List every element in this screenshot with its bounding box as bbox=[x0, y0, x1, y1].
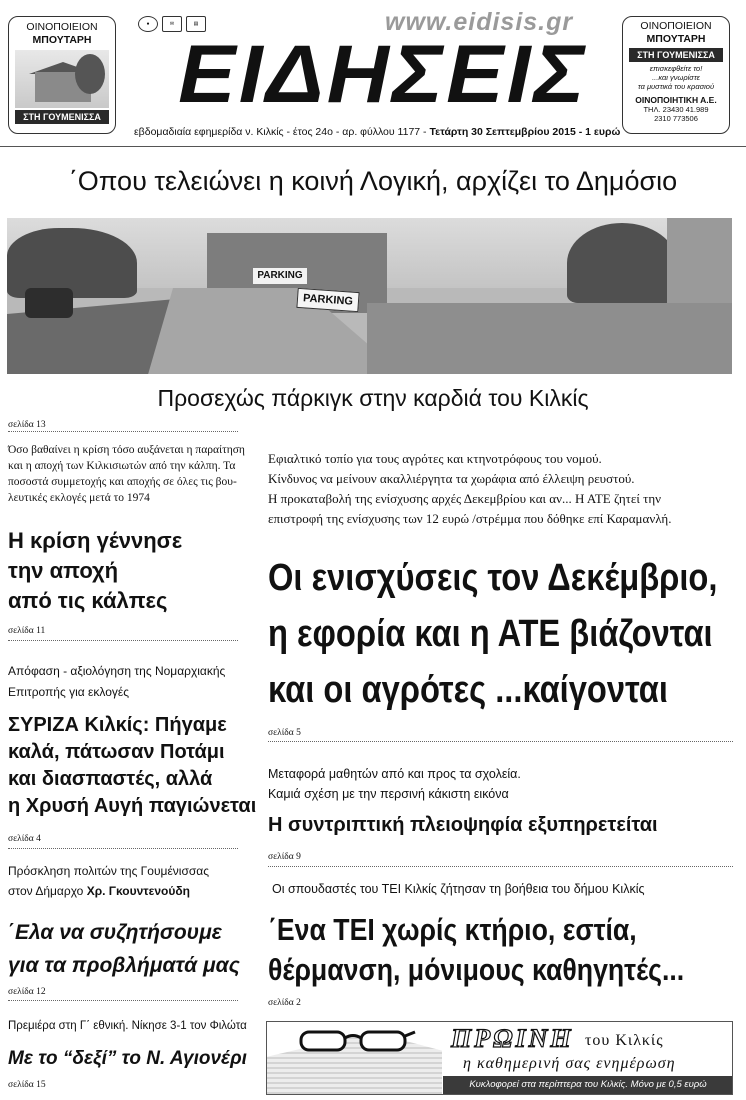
left-story-4-headline[interactable] bbox=[8, 1046, 268, 1072]
photo-caption[interactable]: Προσεχώς πάρκιγκ στην καρδιά του Κιλκίς bbox=[157, 385, 589, 411]
kicker-line: Εφιαλτικό τοπίο για τους αγρότες και κτηνοτρόφους του νομού. bbox=[268, 451, 602, 466]
promo-tagline: η καθημερινή σας ενημέρωση bbox=[463, 1055, 676, 1072]
glasses-icon bbox=[297, 1028, 417, 1054]
parking-sign-1: PARKING bbox=[253, 268, 307, 284]
headline-line: και οι αγρότες ...καίγονται bbox=[268, 669, 668, 711]
kicker-line: Επιτροπής για εκλογές bbox=[8, 685, 130, 699]
headline-line: η Χρυσή Αυγή παγιώνεται bbox=[8, 795, 257, 817]
kicker-line: Καμιά σχέση με την περσινή κάκιστη εικόνα bbox=[268, 787, 509, 801]
left-story-2-headline[interactable] bbox=[8, 712, 268, 820]
seal-icon: ● bbox=[138, 16, 158, 32]
headline-line: η εφορία και η ΑΤΕ βιάζονται bbox=[268, 613, 713, 655]
ad-winery-left[interactable] bbox=[8, 16, 116, 134]
kicker-line: Πρεμιέρα στη Γ΄ εθνική. Νίκησε 3-1 τον Φιλώτα bbox=[8, 1020, 247, 1032]
left-story-4-page: σελίδα 15 bbox=[8, 1080, 46, 1090]
ad-left-line2: ΜΠΟΥΤΑΡΗ bbox=[32, 34, 92, 46]
hero-divider bbox=[8, 431, 238, 432]
kicker-line: Μεταφορά μαθητών από και προς τα σχολεία. bbox=[268, 767, 521, 781]
kicker-line: επιστροφή της ενίσχυσης των 12 ευρώ /στρέμμα που δόθηκε επί Καραμανλή. bbox=[268, 511, 672, 526]
issue-info: εβδομαδιαία εφημερίδα ν. Κιλκίς - έτος 24ο - αρ. φύλλου 1177 - bbox=[134, 126, 430, 138]
parking-lot-photo bbox=[7, 218, 732, 374]
headline-line: την αποχή bbox=[8, 558, 119, 583]
ad-right-line1: ΟΙΝΟΠΟΙΕΙΟΝ bbox=[640, 20, 712, 32]
right-story-1-page: σελίδα 5 bbox=[268, 728, 301, 738]
ad-winery-right[interactable] bbox=[622, 16, 730, 134]
divider bbox=[8, 848, 238, 849]
mayor-name: Χρ. Γκουντενούδη bbox=[86, 884, 190, 898]
kicker-line: Απόφαση - αξιολόγηση της Νομαρχιακής bbox=[8, 664, 226, 678]
divider bbox=[8, 1000, 238, 1001]
left-story-2-page: σελίδα 4 bbox=[8, 834, 41, 844]
ad-right-phone2: 2310 773506 bbox=[654, 114, 698, 123]
kicker-line: Όσο βαθαίνει η κρίση τόσο αυξάνεται η παραίτηση bbox=[8, 444, 245, 456]
masthead-subline bbox=[134, 126, 620, 138]
headline-line: για τα προβλήματά μας bbox=[8, 954, 240, 977]
headline-line: Η συντριπτική πλειοψηφία εξυπηρετείται bbox=[268, 814, 658, 836]
ad-left-band: ΣΤΗ ΓΟΥΜΕΝΙΣΣΑ bbox=[15, 110, 109, 124]
kicker-line: ποσοστά συμμετοχής και αποχής σε όλες τις βου- bbox=[8, 476, 237, 488]
headline-line: Η κρίση γέννησε bbox=[8, 528, 183, 553]
ad-right-slogan3: τα μυστικά του κρασιού bbox=[637, 82, 715, 91]
kicker-line: Κίνδυνος να μείνουν ακαλλιέργητα τα χωράφια από έλλειψη ρευστού. bbox=[268, 471, 635, 486]
headline-line: ΄Ενα ΤΕΙ χωρίς κτήριο, εστία, bbox=[268, 912, 637, 947]
left-story-3-headline[interactable] bbox=[8, 916, 268, 982]
ad-right-slogan1: επισκεφθείτε το! bbox=[649, 64, 703, 73]
kicker-line: και η αποχή των Κιλκισιωτών από την κάλπη. Τα bbox=[8, 460, 236, 472]
promo-title: ΠΡΩΙΝΗ bbox=[451, 1024, 574, 1053]
right-story-3-kicker bbox=[272, 881, 738, 898]
left-story-3-kicker bbox=[8, 861, 248, 901]
headline-line: και διασπαστές, αλλά bbox=[8, 768, 213, 790]
headline-line: καλά, πάτωσαν Ποτάμι bbox=[8, 741, 225, 763]
left-story-4-kicker bbox=[8, 1018, 253, 1035]
ad-right-phone1: ΤΗΛ. 23430 41.989 bbox=[643, 105, 709, 114]
issue-date: Τετάρτη 30 Σεπτεμβρίου 2015 - 1 ευρώ bbox=[429, 126, 621, 138]
proini-promo-ad[interactable] bbox=[266, 1021, 733, 1095]
ad-right-slogan2: ...και γνωρίστε bbox=[652, 73, 700, 82]
divider bbox=[268, 866, 733, 867]
headline-line: θέρμανση, μόνιμους καθηγητές... bbox=[268, 952, 685, 987]
headline-line: Οι ενισχύσεις τον Δεκέμβριο, bbox=[268, 557, 718, 599]
mail-icon: ✉ bbox=[162, 16, 182, 32]
left-story-1-kicker bbox=[8, 442, 248, 506]
car-icon bbox=[25, 288, 73, 318]
right-story-2-kicker bbox=[268, 764, 738, 804]
headline-line: από τις κάλπες bbox=[8, 588, 168, 613]
right-story-1-headline[interactable] bbox=[268, 550, 732, 718]
ad-left-line1: ΟΙΝΟΠΟΙΕΙΟΝ bbox=[26, 21, 98, 33]
winery-photo bbox=[15, 50, 109, 108]
website-url[interactable]: www.eidisis.gr bbox=[385, 8, 574, 36]
masthead-title: ΕΙΔΗΣΕΙΣ bbox=[178, 29, 588, 120]
kicker-line: Οι σπουδαστές του ΤΕΙ Κιλκίς ζήτησαν τη βοήθεια του δήμου Κιλκίς bbox=[272, 882, 645, 896]
headline-line: Με το “δεξί” το Ν. Αγιονέρι bbox=[8, 1048, 247, 1069]
top-headline[interactable]: ΄Οπου τελειώνει η κοινή Λογική, αρχίζει το Δημόσιο bbox=[68, 166, 678, 196]
promo-band: Κυκλοφορεί στα περίπτερα του Κιλκίς. Μόνο με 0,5 ευρώ bbox=[443, 1076, 733, 1094]
divider bbox=[268, 741, 733, 742]
kicker-line: στον Δήμαρχο bbox=[8, 884, 87, 898]
kicker-line: Πρόσκληση πολιτών της Γουμένισσας bbox=[8, 864, 209, 878]
left-story-1-headline[interactable] bbox=[8, 526, 182, 616]
kicker-line: Η προκαταβολή της ενίσχυσης αρχές Δεκεμβρίου και αν... Η ΑΤΕ ζητεί την bbox=[268, 491, 661, 506]
header-rule bbox=[0, 146, 746, 147]
flag-icon: ▤ bbox=[186, 16, 206, 32]
right-story-2-page: σελίδα 9 bbox=[268, 852, 301, 862]
left-story-2-kicker bbox=[8, 661, 248, 703]
kicker-line: λευτικές εκλογές μετά το 1974 bbox=[8, 492, 150, 504]
ad-right-company: ΟΙΝΟΠΟΙΗΤΙΚΗ Α.Ε. bbox=[635, 95, 717, 105]
left-story-1-page: σελίδα 11 bbox=[8, 626, 46, 636]
right-story-1-kicker bbox=[268, 449, 738, 529]
parking-sign-2: PARKING bbox=[296, 288, 359, 312]
hero-page-ref: σελίδα 13 bbox=[8, 420, 46, 430]
right-story-3-page: σελίδα 2 bbox=[268, 998, 301, 1008]
right-story-3-headline[interactable] bbox=[268, 910, 732, 990]
headline-line: ΄Ελα να συζητήσουμε bbox=[8, 921, 222, 944]
divider bbox=[8, 640, 238, 641]
ad-right-band: ΣΤΗ ΓΟΥΜΕΝΙΣΣΑ bbox=[629, 48, 723, 62]
ad-right-line2: ΜΠΟΥΤΑΡΗ bbox=[646, 33, 706, 45]
right-story-2-headline[interactable] bbox=[268, 811, 738, 839]
headline-line: ΣΥΡΙΖΑ Κιλκίς: Πήγαμε bbox=[8, 714, 227, 736]
promo-title-suffix: του Κιλκίς bbox=[585, 1032, 664, 1049]
left-story-3-page: σελίδα 12 bbox=[8, 987, 46, 997]
